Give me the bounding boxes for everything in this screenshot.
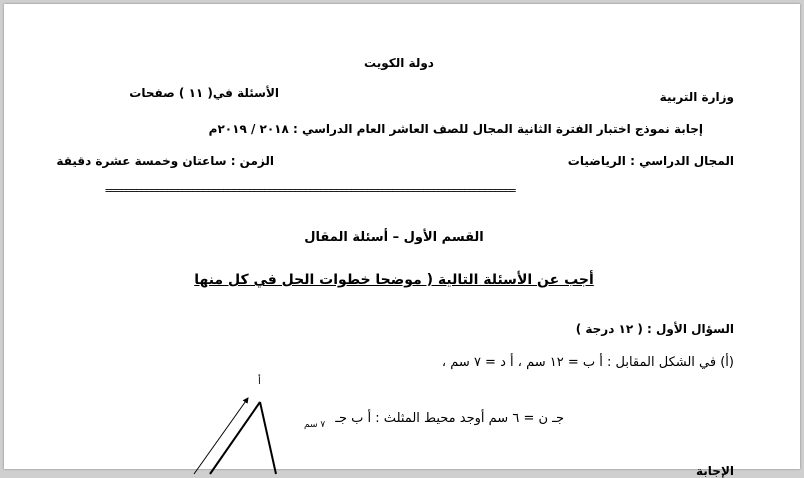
pages-count: الأسئلة في( ١١ ) صفحات	[129, 86, 279, 100]
triangle-side-right	[260, 402, 276, 474]
exam-title: إجابة نموذج اختبار الفترة الثانية المجال للصف العاشر العام الدراسي : ٢٠١٨ / ٢٠١٩م	[208, 122, 703, 136]
ministry-label: وزارة التربية	[659, 90, 734, 104]
question1-part-a-line1: (أ) في الشكل المقابل : أ ب = ١٢ سم ، أ د = ٧ سم ،	[441, 355, 734, 370]
side-length-label: ٧ سم	[304, 420, 326, 430]
duration-label: الزمن : ساعتان وخمسة عشرة دقيقة	[56, 154, 274, 168]
document-page	[4, 4, 800, 478]
country-title: دولة الكويت	[364, 56, 434, 70]
triangle-side-left	[210, 402, 260, 474]
question1-part-a-line2: جـ ن = ٦ سم أوجد محيط المثلث : أ ب جـ	[335, 411, 564, 426]
section-title: القسم الأول – أسئلة المقال	[304, 230, 484, 245]
figure-arrow-line	[194, 398, 248, 474]
triangle-figure	[154, 364, 314, 474]
header-separator: ================================================================================	[105, 184, 515, 197]
vertex-label-alef: أ	[258, 376, 261, 387]
answer-label: الإجابة	[696, 464, 734, 478]
section-instruction: أجب عن الأسئلة التالية ( موضحا خطوات الحل في كل منها	[194, 272, 594, 288]
subject-label: المجال الدراسي : الرياضيات	[567, 154, 734, 168]
question1-label: السؤال الأول : ( ١٢ درجة )	[575, 322, 734, 336]
